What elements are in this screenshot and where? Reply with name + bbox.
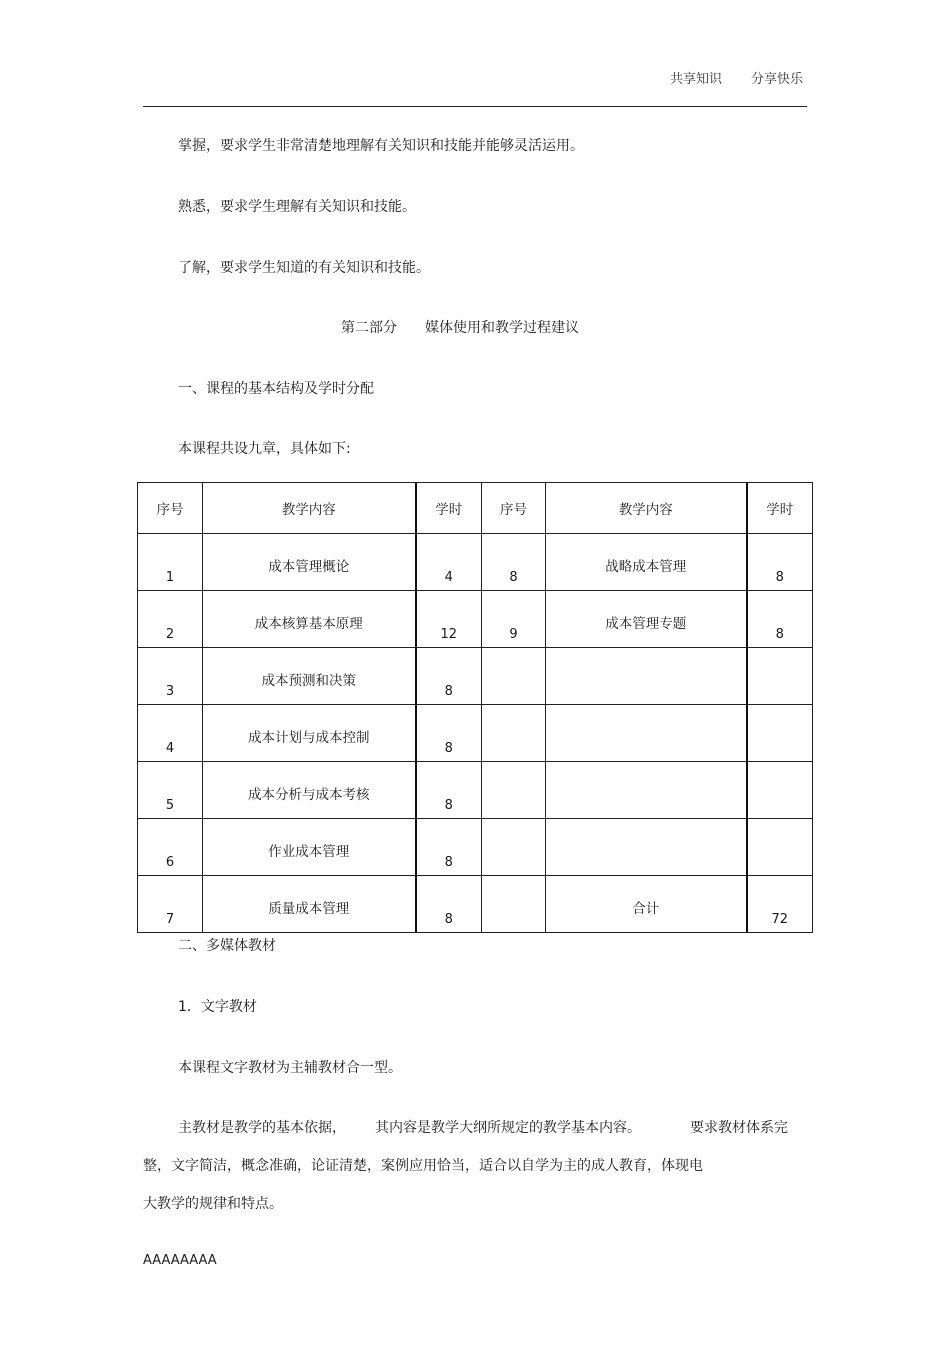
- table-row: [138, 591, 813, 648]
- table-row: [138, 648, 813, 705]
- table-cell-content-2: [546, 648, 747, 705]
- table-row: [138, 705, 813, 762]
- header-cell-index: 序号: [138, 483, 203, 534]
- header-cell-hours: 学时: [416, 483, 482, 534]
- table-cell-hours-2: [747, 762, 813, 819]
- table-cell-content-2: [546, 819, 747, 876]
- footer-text: AAAAAAAA: [143, 1253, 217, 1268]
- table-cell-total-label: 合计: [546, 876, 747, 933]
- table-cell-hours: 12: [416, 591, 482, 648]
- table-cell-content: 质量成本管理: [203, 876, 416, 933]
- table-cell-index-2: [482, 876, 546, 933]
- table-cell-index: 4: [138, 705, 203, 762]
- paragraph-textbook-type: 本课程文字教材为主辅教材合一型。: [178, 1060, 402, 1076]
- header-cell-content-2: 教学内容: [546, 483, 747, 534]
- table-cell-content: 成本管理概论: [203, 534, 416, 591]
- table-cell-index-2: [482, 648, 546, 705]
- table-cell-index: 5: [138, 762, 203, 819]
- section-heading-structure: 一、课程的基本结构及学时分配: [178, 381, 374, 397]
- table-cell-hours: 8: [416, 762, 482, 819]
- paragraph-main-textbook-line2: 整，文字简洁，概念准确，论证清楚，案例应用恰当，适合以自学为主的成人教育，体现电: [143, 1158, 703, 1174]
- table-cell-index: 1: [138, 534, 203, 591]
- header-cell-hours-2: 学时: [747, 483, 813, 534]
- part-title-number: 第二部分: [341, 320, 397, 336]
- table-cell-index-2: [482, 705, 546, 762]
- table-cell-hours: 8: [416, 819, 482, 876]
- table-header-row: [138, 483, 813, 534]
- table-cell-content: 作业成本管理: [203, 819, 416, 876]
- table-cell-hours-2: [747, 648, 813, 705]
- paragraph-main-textbook-line3: 大教学的规律和特点。: [143, 1196, 283, 1212]
- paragraph-main-textbook-part2: 其内容是教学大纲所规定的教学基本内容。: [375, 1120, 641, 1136]
- table-cell-hours: 4: [416, 534, 482, 591]
- table-cell-total-hours: 72: [747, 876, 813, 933]
- table-cell-hours-2: 8: [747, 591, 813, 648]
- table-row: [138, 819, 813, 876]
- table-cell-index-2: 9: [482, 591, 546, 648]
- table-cell-index: 3: [138, 648, 203, 705]
- header-cell-content: 教学内容: [203, 483, 416, 534]
- table-row: [138, 534, 813, 591]
- part-title-text: 媒体使用和教学过程建议: [425, 320, 579, 336]
- table-cell-content: 成本分析与成本考核: [203, 762, 416, 819]
- table-cell-index: 2: [138, 591, 203, 648]
- table-cell-index-2: [482, 819, 546, 876]
- table-cell-hours: 8: [416, 648, 482, 705]
- paragraph-understand: 了解，要求学生知道的有关知识和技能。: [178, 260, 430, 276]
- table-cell-hours-2: 8: [747, 534, 813, 591]
- table-cell-content-2: 成本管理专题: [546, 591, 747, 648]
- table-cell-index: 6: [138, 819, 203, 876]
- table-cell-hours-2: [747, 819, 813, 876]
- section-heading-multimedia: 二、多媒体教材: [178, 938, 276, 954]
- header-divider: [143, 106, 807, 107]
- table-row: [138, 762, 813, 819]
- table-cell-content: 成本核算基本原理: [203, 591, 416, 648]
- table-cell-content: 成本计划与成本控制: [203, 705, 416, 762]
- paragraph-intro: 本课程共设九章，具体如下:: [178, 441, 351, 457]
- subsection-heading-text-materials: 1．文字教材: [178, 999, 257, 1015]
- header-left-text: 共享知识: [670, 72, 723, 87]
- table-cell-content-2: [546, 762, 747, 819]
- table-cell-index-2: 8: [482, 534, 546, 591]
- table-cell-content-2: [546, 705, 747, 762]
- paragraph-mastery: 掌握，要求学生非常清楚地理解有关知识和技能并能够灵活运用。: [178, 138, 584, 154]
- header-right-text: 分享快乐: [751, 72, 804, 87]
- paragraph-familiar: 熟悉，要求学生理解有关知识和技能。: [178, 199, 416, 215]
- table-cell-hours-2: [747, 705, 813, 762]
- paragraph-main-textbook-part3: 要求教材体系完: [690, 1120, 788, 1136]
- paragraph-main-textbook-part1: 主教材是教学的基本依据，: [178, 1120, 346, 1136]
- table-cell-hours: 8: [416, 876, 482, 933]
- table-row: [138, 876, 813, 933]
- table-cell-content-2: 战略成本管理: [546, 534, 747, 591]
- table-cell-index: 7: [138, 876, 203, 933]
- table-cell-index-2: [482, 762, 546, 819]
- table-cell-content: 成本预测和决策: [203, 648, 416, 705]
- header-cell-index-2: 序号: [482, 483, 546, 534]
- course-hours-table: [137, 482, 813, 933]
- table-cell-hours: 8: [416, 705, 482, 762]
